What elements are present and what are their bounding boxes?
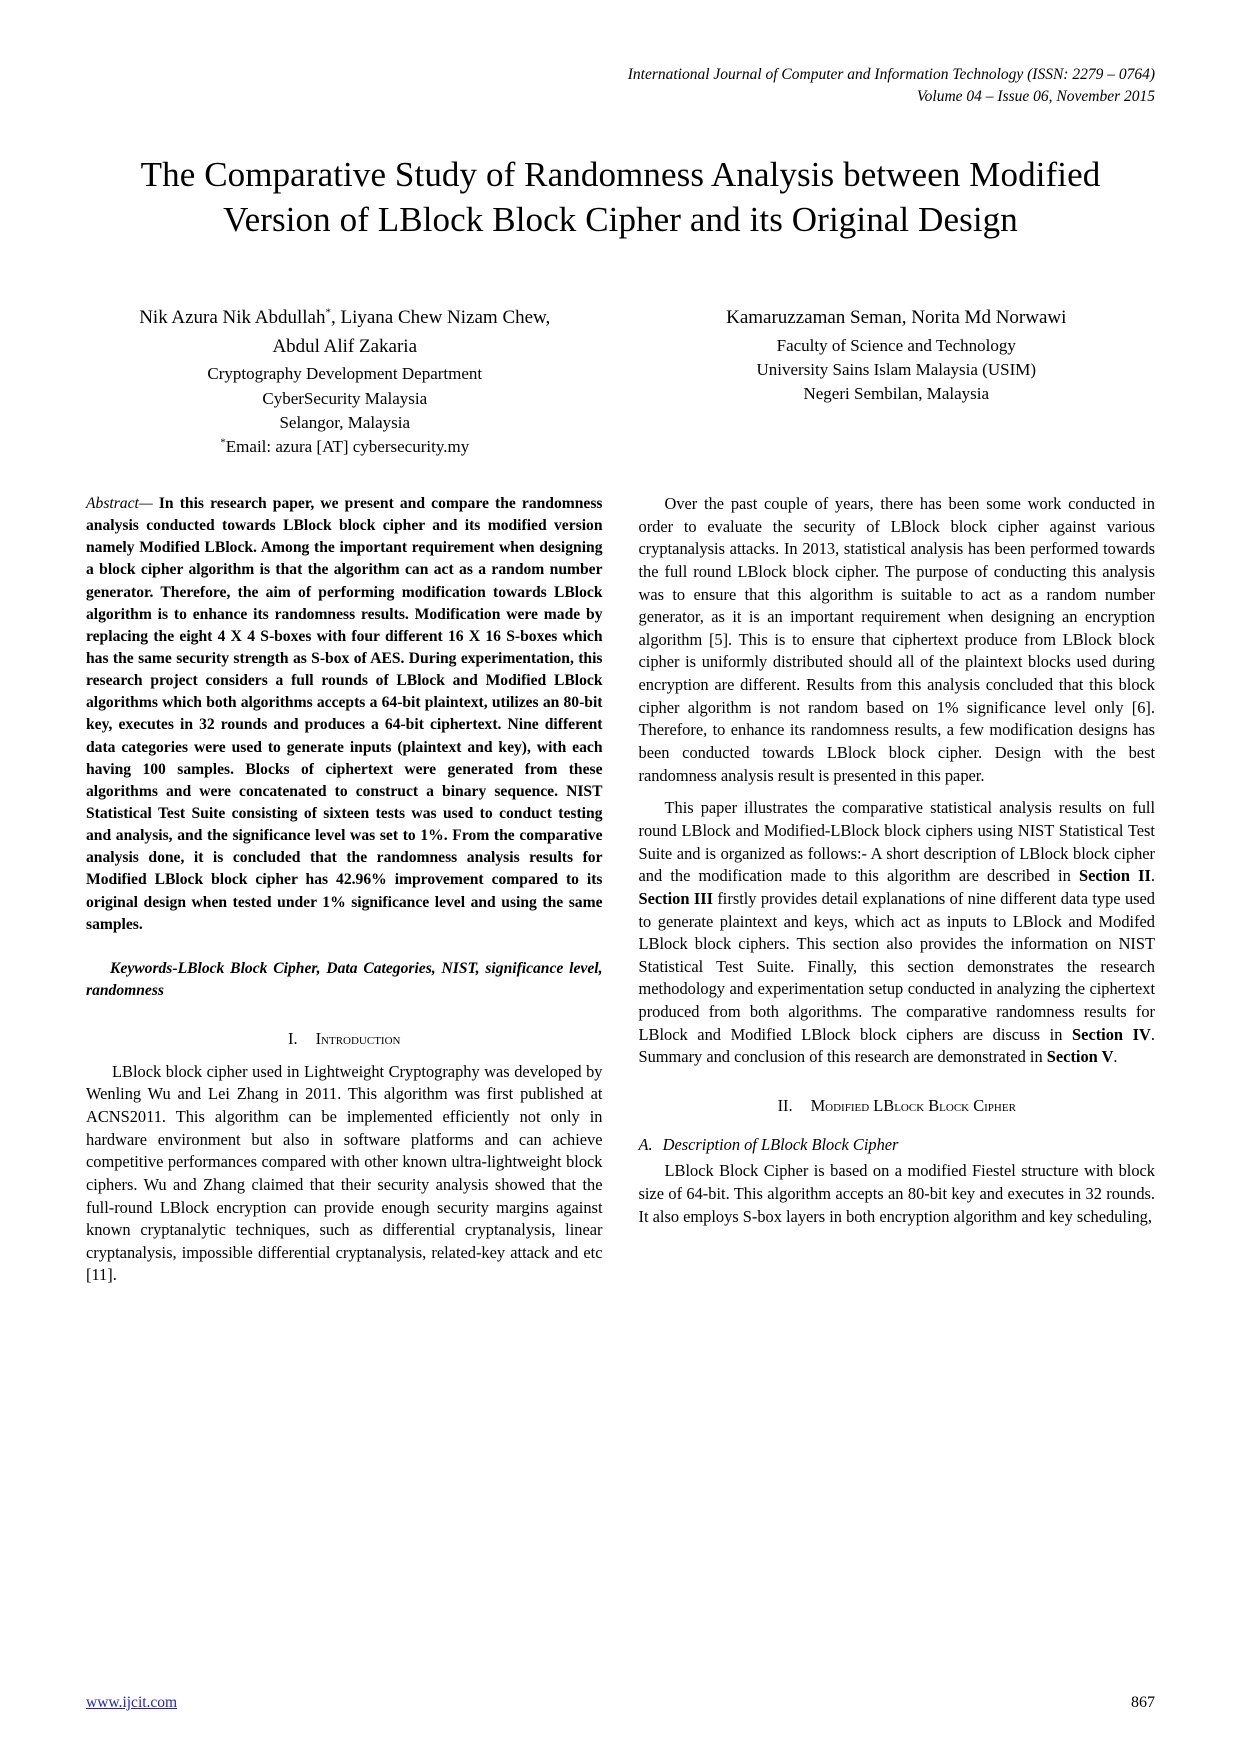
journal-header [86,64,1155,109]
author-names-left-part2: , Liyana Chew Nizam Chew, [330,306,551,328]
page-number: 867 [1131,1694,1155,1711]
website-link[interactable]: www.ijcit.com [86,1694,178,1711]
introduction-paragraph: LBlock block cipher used in Lightweight Cryptography was developed by Wenling Wu and Lei Zhang in 2011. This algorithm was first published at ACNS2011. This algorithm can be implemented efficiently not only in hardware environment but also in software platforms and can achieve competitive performances compared with other known ultra-lightweight block ciphers. Wu and Zhang claimed that their security analysis showed that the full-round LBlock encryption can provide enough security margins against known cryptanalytic techniques, such as differential cryptanalysis, linear cryptanalysis, impossible differential cryptanalysis, related-key attack and etc [11]. [86,1061,603,1285]
abstract-paragraph [86,493,603,936]
affiliation-left-2: CyberSecurity Malaysia [262,388,428,408]
section-ref-iv: Section IV [1072,1024,1151,1044]
page-footer [86,1694,1155,1712]
section-ref-ii: Section II [1078,866,1151,886]
section-heading-modified-lblock [639,1095,1156,1118]
author-group-right [638,305,1156,459]
section-label-modified: Modified LBlock Block Cipher [810,1095,1016,1115]
affiliation-left-3: Selangor, Malaysia [279,412,411,432]
abstract-text: In this research paper, we present and compare the randomness analysis conducted towards LBlock block cipher and its modified version namely Modified LBlock. Among the important requirement when designing a block cipher algorithm is that the algorithm can act as a random number generator. Therefore, the aim of performing modification towards LBlock algorithm is to enhance its randomness results. Modification were made by replacing the eight 4 X 4 S-boxes with four different 16 X 16 S-boxes which has the same security strength as S-box of AES. During experimentation, this research project considers a full rounds of LBlock and Modified LBlock algorithms which both algorithms accepts a 64-bit plaintext, utilizes an 80-bit key, executes in 32 rounds and produces a 64-bit ciphertext. Nine different data categories were used to generate inputs (plaintext and key), with each having 100 samples. Blocks of ciphertext were generated from these algorithms and were concatenated to construct a binary sequence. NIST Statistical Test Suite consisting of sixteen tests was used to conduct testing and analysis, and the significance level was set to 1%. From the comparative analysis done, it is concluded that the randomness analysis results for Modified LBlock block cipher has 42.96% improvement compared to its original design when tested under 1% significance level and using the same samples. [86,494,603,933]
two-column-body [86,493,1155,1287]
organization-text-3: firstly provides detail explanations of nine different data type used to generate plaintext and keys, which act as inputs to LBlock and Modifed LBlock block ciphers. This section also provides the information on NIST Statistical Test Suite. Finally, this section demonstrates the research methodology and experimentation setup conducted in analyzing the ciphertext produced from both algorithms. The comparative randomness results for LBlock and Modified LBlock block ciphers are discuss in [638,888,1155,1044]
authors-block [86,305,1155,459]
author-names-left-line2: Abdul Alif Zakaria [272,335,418,357]
email-footnote-marker: * [220,436,226,449]
journal-volume-issue: Volume 04 – Issue 06, November 2015 [916,88,1155,106]
column-left [86,493,603,1287]
section-heading-introduction [86,1028,603,1051]
section-ref-v: Section V [1046,1047,1114,1067]
subsection-heading-description [639,1134,1156,1157]
abstract-label: Abstract— [86,494,153,512]
organization-text-4: . Summary and conclusion of this research are demonstrated in [638,1024,1155,1067]
affiliation-left-1: Cryptography Development Department [207,364,483,384]
author-names-left-part1: Nik Azura Nik Abdullah [139,306,326,328]
journal-name-issn: International Journal of Computer and Information Technology (ISSN: 2279 – 0764) [627,66,1155,83]
author-names-right: Kamaruzzaman Seman, Norita Md Norwawi [726,306,1067,328]
column-right [639,493,1156,1287]
organization-text-1: This paper illustrates the comparative statistical analysis results on full round LBlock and Modified-LBlock block ciphers using NIST Statistical Test Suite and is organized as follows:- A short description of LBlock block cipher and the modification made to this algorithm are described in [638,798,1155,886]
affiliation-right-3: Negeri Sembilan, Malaysia [803,383,990,403]
organization-paragraph [639,797,1156,1069]
related-work-paragraph: Over the past couple of years, there has been some work conducted in order to evaluate the security of LBlock block cipher against various cryptanalysis attacks. In 2013, statistical analysis has been performed towards the full round LBlock block cipher. The purpose of conducting this analysis was to ensure that this algorithm is suitable to act as a random number generator, as it is an important requirement when designing an encryption algorithm [5]. This is to ensure that ciphertext produce from LBlock block cipher is uniformly distributed should all of the plaintext blocks used during encryption are different. Results from this analysis concluded that this block cipher algorithm is not random based on 1% significance level only [6]. Therefore, to enhance its randomness results, a few modification designs has been conducted towards LBlock block cipher. Design with the best randomness analysis result is presented in this paper. [638,493,1155,785]
author-group-left [86,305,604,459]
author-names-left-line1 [86,305,604,332]
author-email-left [86,435,604,459]
page-title: The Comparative Study of Randomness Analysis between Modified Version of LBlock Block Cipher and its Original Design [140,154,1101,239]
affiliation-right-2: University Sains Islam Malaysia (USIM) [756,359,1037,379]
description-paragraph: LBlock Block Cipher is based on a modified Fiestel structure with block size of 64-bit. This algorithm accepts an 80-bit key and executes in 32 rounds. It also employs S-box layers in both encryption algorithm and key scheduling, [638,1161,1155,1226]
subsection-label-description: Description of LBlock Block Cipher [662,1134,899,1154]
subsection-number-description: A. [638,1134,653,1154]
email-text: Email: azura [AT] cybersecurity.my [225,436,470,456]
section-label-introduction: Introduction [315,1029,401,1049]
organization-text-2: . [1150,866,1156,886]
author-footnote-marker: * [325,306,331,319]
section-number-introduction: I. [288,1029,298,1049]
section-number-modified: II. [777,1095,793,1115]
section-ref-iii: Section III [638,888,713,908]
keywords-paragraph: Keywords-LBlock Block Cipher, Data Categories, NIST, significance level, randomness [86,959,603,999]
affiliation-right-1: Faculty of Science and Technology [776,335,1016,355]
organization-text-5: . [1113,1047,1118,1067]
